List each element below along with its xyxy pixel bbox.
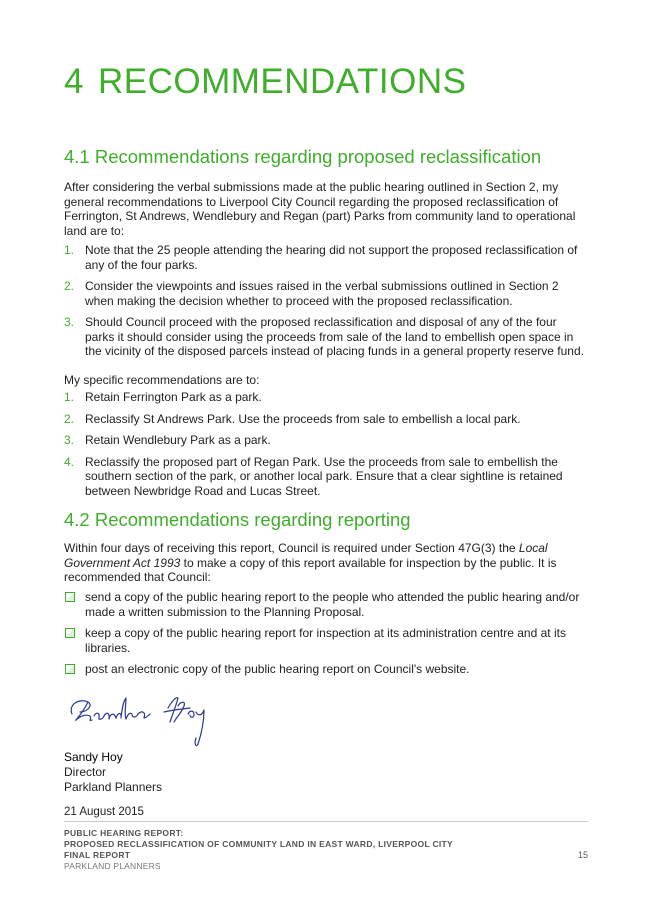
footer-line-1: PUBLIC HEARING REPORT: [64, 828, 184, 838]
list-item-text: send a copy of the public hearing report to the people who attended the public hearing and/or made a written submission to the Planning Proposal. [85, 590, 580, 619]
list-item-text: Note that the 25 people attending the hearing did not support the proposed reclassification of any of the four parks. [85, 243, 578, 272]
list-item-text: post an electronic copy of the public hearing report on Council's website. [85, 662, 470, 676]
list-item-text: Reclassify the proposed part of Regan Park. Use the proceeds from sale to embellish the southern section of the park, or another local park. Ensure that a clear sightline is retained between Newbridge Road and Lucas Street. [85, 454, 563, 498]
list-item-text: Retain Wendlebury Park as a park. [85, 433, 271, 447]
checkbox-bullet-icon [65, 592, 75, 602]
signatory-org: Parkland Planners [64, 780, 163, 794]
list-number: 1. [64, 243, 75, 257]
list-item-text: Consider the viewpoints and issues raised in the verbal submissions outlined in Section 2 when making the decision whether to proceed with the proposed reclassification. [85, 279, 559, 308]
reporting-list [64, 590, 584, 684]
list-number: 1. [64, 390, 75, 404]
list-number: 4. [64, 454, 75, 469]
intro-text: Within four days of receiving this report, Council is required under Section 47G(3) the [64, 541, 519, 555]
chapter-title [64, 62, 467, 102]
list-number: 2. [64, 411, 75, 426]
signatory-name: Sandy Hoy [64, 750, 123, 764]
footer-line-4: PARKLAND PLANNERS [64, 861, 161, 871]
section-4-1-intro: After considering the verbal submissions made at the public hearing outlined in Section 2, my general recommendations to Liverpool City Council regarding the proposed reclassification of Ferrington, St Andrews, Wendlebury and Regan (part) Parks from community land to operational land are to: [64, 180, 576, 238]
general-recommendations-list [64, 243, 584, 366]
list-number: 2. [64, 279, 75, 293]
chapter-number: 4 [64, 62, 84, 101]
checkbox-bullet-icon [65, 664, 75, 674]
list-item [64, 455, 584, 499]
list-item [64, 626, 584, 655]
footer-line-2: PROPOSED RECLASSIFICATION OF COMMUNITY LAND IN EAST WARD, LIVERPOOL CITY [64, 839, 454, 849]
list-item-text: keep a copy of the public hearing report for inspection at its administration centre and at its libraries. [85, 626, 566, 655]
checkbox-bullet-icon [65, 628, 75, 638]
list-item [64, 279, 584, 308]
list-item [64, 662, 584, 677]
handwritten-signature [66, 692, 226, 750]
list-item-text: Retain Ferrington Park as a park. [85, 390, 262, 404]
list-item [64, 390, 584, 405]
list-item [64, 315, 584, 359]
list-number: 3. [64, 433, 75, 447]
act-title: Local Government Act 1993 [64, 541, 548, 570]
list-item [64, 243, 584, 272]
page-footer [64, 828, 588, 872]
chapter-title-text: RECOMMENDATIONS [97, 62, 467, 101]
list-number: 3. [64, 315, 75, 329]
list-item-text: Should Council proceed with the proposed reclassification and disposal of any of the four parks it should consider using the proceeds from sale of the land to embellish open space in the vicinity of the disposed parcels instead of placing funds in a general property reserve fund. [85, 315, 584, 358]
list-item [64, 590, 584, 619]
report-date: 21 August 2015 [64, 806, 144, 818]
section-heading-4-1: 4.1 Recommendations regarding proposed reclassification [64, 146, 542, 167]
specific-recommendations-intro: My specific recommendations are to: [64, 373, 260, 387]
list-item [64, 433, 584, 448]
specific-recommendations-list [64, 390, 584, 505]
list-item [64, 412, 584, 427]
signatory-role: Director [64, 765, 107, 779]
section-heading-4-2: 4.2 Recommendations regarding reporting [64, 509, 411, 530]
section-4-2-intro [64, 541, 584, 585]
signatory-details [64, 765, 162, 795]
footer-divider [64, 821, 588, 822]
footer-line-3: FINAL REPORT [64, 850, 131, 860]
list-item-text: Reclassify St Andrews Park. Use the proceeds from sale to embellish a local park. [85, 411, 521, 426]
intro-text-cont: to make a copy of this report available for inspection by the public. It is recommended that Council: [64, 555, 557, 584]
page-number: 15 [577, 850, 588, 860]
